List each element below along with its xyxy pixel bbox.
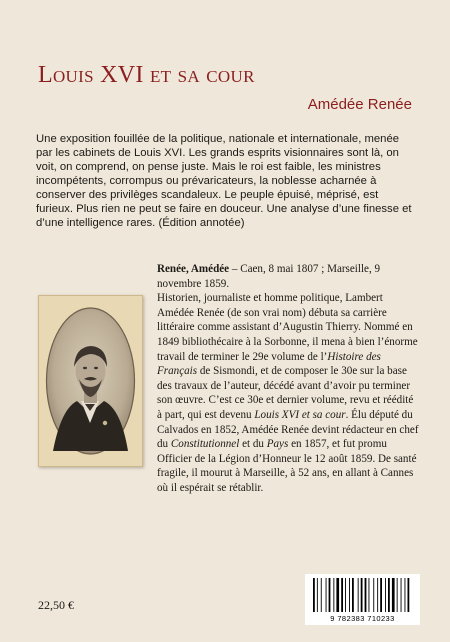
barcode-bar [336,578,339,612]
portrait-photo-icon [43,301,138,461]
barcode-bar [377,578,378,612]
barcode-bar [313,578,315,612]
barcode-bar [365,578,367,612]
barcode-bar [333,578,334,612]
barcode-bar [349,578,350,612]
barcode-bar [341,578,343,612]
barcode-bar [329,578,331,612]
barcode-bar [405,578,406,612]
bio-newspaper-title: Pays [266,438,289,451]
author-portrait [38,295,143,467]
barcode-bar [388,578,390,612]
author-name: Amédée Renée [307,96,412,113]
bio-author-name: Renée, Amédée [157,263,230,275]
barcode-bar [345,578,346,612]
barcode-bar [392,578,395,612]
bio-text-part: et du [239,438,267,451]
barcode-bar [361,578,363,612]
book-title: Louis XVI et sa cour [38,62,255,88]
barcode-bar [385,578,386,612]
author-biography [157,262,419,496]
bio-text-part: en 1857, et fut promu Officier de la Légion d’Honneur le 12 août 1859. De santé fragile, il mourut à Marseille, à 52 ans, en allant à Cannes où il espérait se rétablir. [157,438,417,494]
back-cover-blurb: Une exposition fouillée de la politique, nationale et internationale, menée par les cabinets de Louis XVI. Les grands esprits visionnaires sont là, on voit, on comprend, on pense juste. Mais le roi est faible, les ministres incompétents, corrompus ou prévaricateurs, la noblesse acharnée à conserver des privilèges scandaleux. Le peuple épuisé, méprisé, est furieux. Plus rien ne peut se faire en douceur. Une analyse d’une finesse et d’une intelligence rares. (Édition annotée) [36,133,412,229]
bio-newspaper-title: Constitutionnel [170,438,240,451]
barcode-bar [369,578,370,612]
barcode-bar [321,578,322,612]
barcode-bar [358,578,359,612]
bio-work-title: Louis XVI et sa cour [254,408,346,421]
barcode-bar [401,578,402,612]
bio-text-part: . Élu député du Calvados en 1852, Amédée Renée devint rédacteur en chef du [157,408,419,451]
barcode-bar [408,578,410,612]
barcode-bar [397,578,398,612]
barcode-bar [352,578,354,612]
barcode-bar [373,578,374,612]
bio-dates: – Caen, 8 mai 1807 ; Marseille, 9 novembre 1859. [157,263,381,290]
isbn-barcode [305,574,420,625]
bio-text-part: Historien, journaliste et homme politique, Lambert Amédée Renée (de son vrai nom) débuta sa carrière littéraire comme assistant d’Augustin Thierry. Nommé en 1849 bibliothécaire à la Sorbonne, il mena à bien l’énorme travail de terminer le 29e volume de l’ [157,292,418,363]
isbn-digits: 9 782383 710233 [330,614,395,623]
bio-work-title: Histoire des Français [157,350,381,378]
barcode-bar [380,578,382,612]
barcode-bar [326,578,327,612]
bio-text-part: de Sismondi, et de composer le 30e sur la base des travaux de l’auteur, décédé avant d’avoir pu terminer son œuvre. C’est ce 30e et dernier volume, revu et réédité à part, qui est devenu [157,365,414,421]
book-price: 22,50 € [38,598,74,612]
barcode-bars-icon [311,578,414,612]
barcode-bar [317,578,318,612]
